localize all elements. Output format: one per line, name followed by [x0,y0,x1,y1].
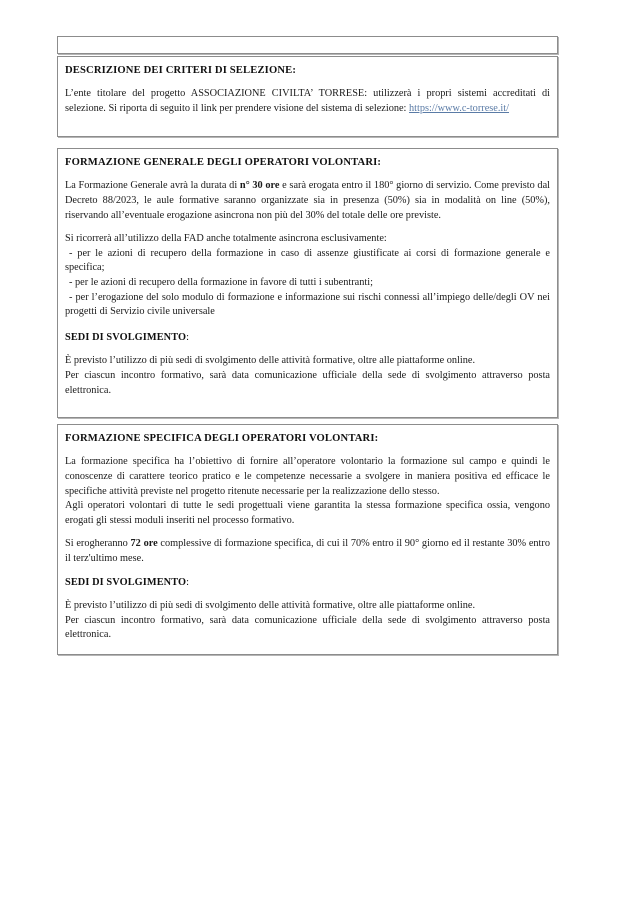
paragraph-ore-specifica-part2: complessive di formazione specifica, di cui il 70% entro il 90° giorno ed il restante 30% entro il terz'ultimo mese. [65,538,550,564]
paragraph-fad-intro: Si ricorrerà all’utilizzo della FAD anche totalmente asincrona esclusivamente: [65,233,387,245]
subheading-sedi-specifica [65,576,550,591]
paragraph-specifica-moduli: Agli operatori volontari di tutte le sedi progettuali viene garantita la stessa formazione specifica ossia, vengono erogati gli stessi moduli inseriti nel processo formativo. [65,500,550,526]
ore-generale-value: n° 30 ore [239,180,280,192]
subheading-sedi-generale-colon: : [186,331,189,343]
paragraph-sedi-specifica-1: È previsto l’utilizzo di più sedi di svolgimento delle attività formative, oltre alle piattaforme online. [65,600,476,612]
paragraph-durata-generale [65,179,550,223]
paragraph-criteri-text: L’ente titolare del progetto ASSOCIAZIONE CIVILTA’ TORRESE: utilizzerà i propri sistemi accreditati di selezione. Si riporta di seguito il link per prendere visione del sistema di selezione: [65,88,550,114]
paragraph-criteri [65,87,550,116]
paragraph-ore-specifica-part1: Si erogheranno [65,538,131,550]
empty-header-box [57,36,558,54]
paragraph-durata-generale-part2: e sarà erogata entro il 180° giorno di servizio. Come previsto dal Decreto 88/2023, le aule formative saranno organizzate sia in presenza (50%) sia in modalità on line (50%), riservando all’eventuale erogazione asincrona non più del 30% del totale delle ore previste. [65,180,550,221]
paragraph-sedi-specifica-2: Per ciascun incontro formativo, sarà data comunicazione ufficiale della sede di svolgimento attraverso posta elettronica. [65,614,550,641]
selezione-link[interactable]: https://www.c-torrese.it/ [409,102,509,114]
paragraph-durata-generale-part1: La Formazione Generale avrà la durata di [65,180,240,192]
section-box-formazione-specifica [57,424,558,655]
paragraph-sedi-generale-1: È previsto l’utilizzo di più sedi di svolgimento delle attività formative, oltre alle piattaforme online. [65,355,476,367]
paragraph-specifica-obiettivo: La formazione specifica ha l’obiettivo di fornire all’operatore volontario la formazione sul campo e quindi le conoscenze di carattere teorico pratico e le competenze necessarie a svolgere in maniera positiva ed efficace le specifiche attività previste nel progetto ritenute necessarie per la realizzazione dello stesso. [65,456,550,497]
section-box-formazione-generale [57,148,558,418]
section-heading-criteri: DESCRIZIONE DEI CRITERI DI SELEZIONE: [65,65,297,76]
fad-bullet-item: - per l’erogazione del solo modulo di formazione e informazione sui rischi connessi all’impiego delle/degli OV nei progetti di Servizio civile universale [65,291,550,318]
paragraph-sedi-generale-2: Per ciascun incontro formativo, sarà data comunicazione ufficiale della sede di svolgimento attraverso posta elettronica. [65,370,550,396]
subheading-sedi-generale [65,331,550,346]
ore-specifica-value: 72 ore [130,538,158,550]
subheading-sedi-generale-label: SEDI DI SVOLGIMENTO [65,331,187,343]
section-box-criteri-selezione [57,56,558,137]
section-heading-formazione-specifica: FORMAZIONE SPECIFICA DEGLI OPERATORI VOLONTARI: [65,433,379,444]
fad-bullet-item: - per le azioni di recupero della formazione in caso di assenze giustificate ai corsi di formazione generale e specifica; [65,247,550,274]
spacer [65,320,550,331]
subheading-sedi-specifica-colon: : [186,576,189,588]
section-heading-formazione-generale: FORMAZIONE GENERALE DEGLI OPERATORI VOLONTARI: [65,157,382,168]
paragraph-ore-specifica [65,537,550,566]
fad-bullet-item: - per le azioni di recupero della formazione in favore di tutti i subentranti; [69,276,373,288]
subheading-sedi-specifica-label: SEDI DI SVOLGIMENTO [65,576,187,588]
